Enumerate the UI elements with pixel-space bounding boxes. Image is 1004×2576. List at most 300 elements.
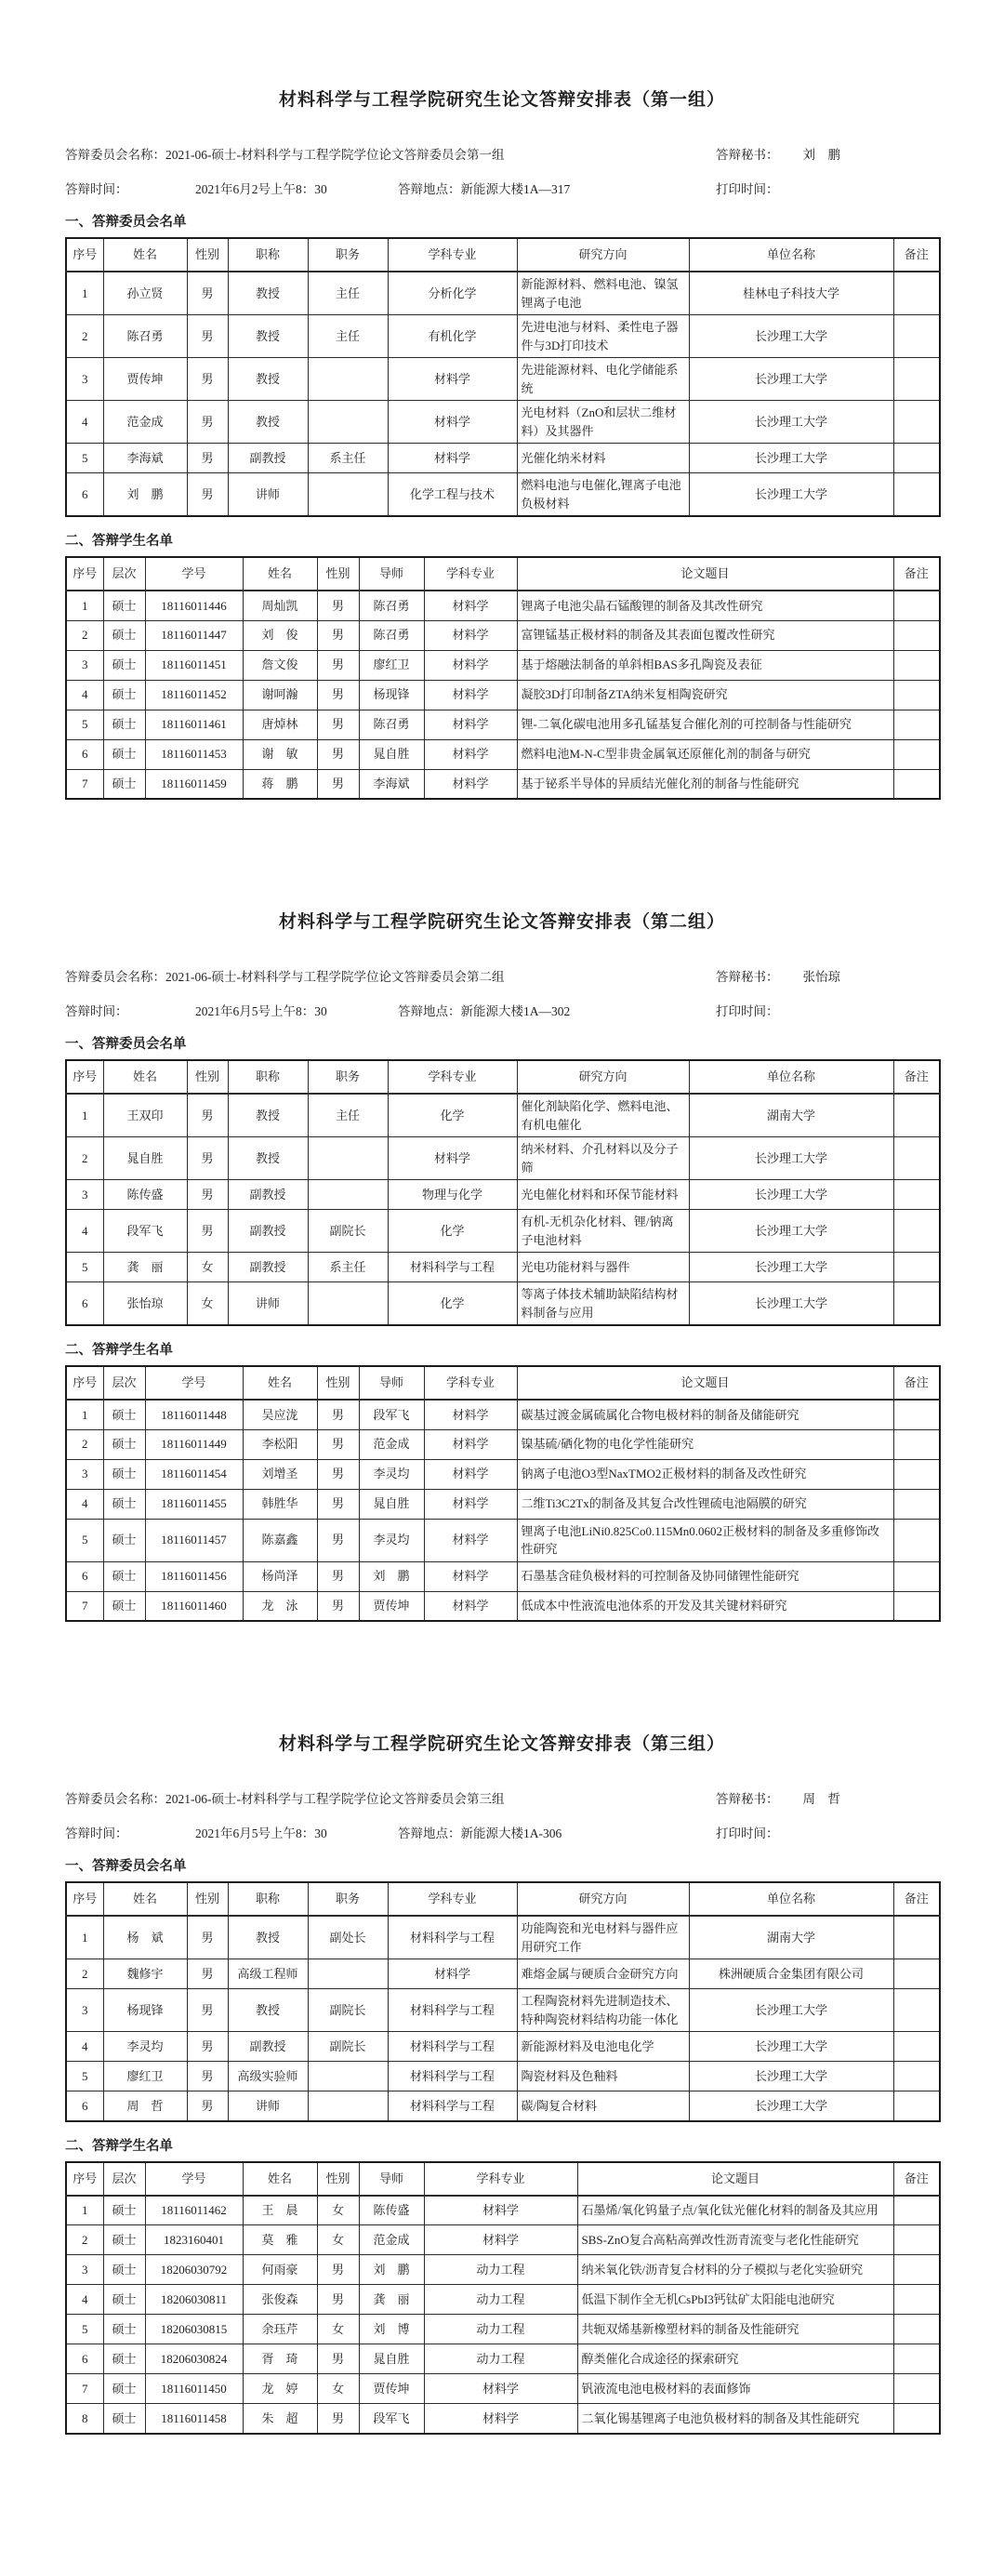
location-label: 答辩地点： bbox=[398, 1004, 461, 1018]
table-cell: 张俊森 bbox=[243, 2285, 317, 2315]
table-row bbox=[66, 2032, 940, 2062]
table-cell: 8 bbox=[66, 2404, 103, 2434]
defense-schedule-section bbox=[65, 908, 939, 1622]
header-row bbox=[66, 557, 940, 591]
table-cell: 分析化学 bbox=[388, 272, 517, 315]
defense-schedule-section bbox=[65, 86, 939, 800]
header-row bbox=[66, 1060, 940, 1094]
table-cell: 锂离子电池LiNi0.825Co0.115Mn0.0602正极材料的制备及多重修饰改性研究 bbox=[517, 1519, 893, 1561]
table-cell: 先进能源材料、电化学储能系统 bbox=[517, 358, 689, 401]
table-cell: 动力工程 bbox=[424, 2255, 577, 2285]
table-cell: 男 bbox=[317, 769, 359, 799]
table-cell: 男 bbox=[317, 1400, 359, 1429]
students-section-label: 二、答辩学生名单 bbox=[65, 1343, 173, 1358]
column-header: 职称 bbox=[228, 1882, 308, 1916]
table-cell bbox=[308, 358, 388, 401]
table-cell: 新能源材料、燃料电池、镍氢锂离子电池 bbox=[517, 272, 689, 315]
table-cell: 教授 bbox=[228, 272, 308, 315]
committee-name-value: 2021-06-硕士-材料科学与工程学院学位论文答辩委员会第三组 bbox=[165, 1792, 505, 1806]
table-row bbox=[66, 1429, 940, 1459]
table-cell bbox=[893, 2404, 940, 2434]
table-cell: 陈传盛 bbox=[359, 2196, 424, 2225]
committee-table bbox=[65, 237, 941, 517]
table-cell: 男 bbox=[187, 358, 228, 401]
table-cell: 李松阳 bbox=[243, 1429, 317, 1459]
table-cell: 长沙理工大学 bbox=[689, 473, 893, 517]
print-time-block bbox=[716, 1001, 939, 1019]
table-cell: 硕士 bbox=[103, 710, 145, 739]
students-table-header bbox=[66, 557, 940, 591]
table-row bbox=[66, 473, 940, 517]
table-cell: 段军飞 bbox=[359, 1400, 424, 1429]
table-cell: 长沙理工大学 bbox=[689, 1282, 893, 1326]
column-header: 职务 bbox=[308, 1882, 388, 1916]
table-row bbox=[66, 2062, 940, 2091]
column-header: 姓名 bbox=[243, 1366, 317, 1400]
table-cell: 材料学 bbox=[424, 769, 517, 799]
table-cell: 詹文俊 bbox=[243, 650, 317, 680]
table-cell bbox=[893, 2091, 940, 2121]
committee-table-header bbox=[66, 1882, 940, 1916]
table-cell: 副处长 bbox=[308, 1916, 388, 1959]
table-cell bbox=[893, 1429, 940, 1459]
table-cell: 18116011451 bbox=[145, 650, 243, 680]
table-cell: 龙 泳 bbox=[243, 1591, 317, 1621]
table-row bbox=[66, 1959, 940, 1989]
time-value: 2021年6月5号上午8：30 bbox=[195, 1826, 327, 1840]
table-row bbox=[66, 2255, 940, 2285]
table-cell: 男 bbox=[317, 2285, 359, 2315]
table-cell: 晁自胜 bbox=[359, 739, 424, 769]
table-cell bbox=[893, 473, 940, 517]
table-cell: 动力工程 bbox=[424, 2315, 577, 2344]
committee-name-label: 答辩委员会名称： bbox=[65, 148, 165, 162]
table-cell: 硕士 bbox=[103, 2225, 145, 2255]
table-cell bbox=[893, 2225, 940, 2255]
table-cell: 长沙理工大学 bbox=[689, 2062, 893, 2091]
time-value: 2021年6月2号上午8：30 bbox=[195, 182, 327, 196]
table-cell bbox=[893, 272, 940, 315]
table-cell: 材料学 bbox=[424, 1400, 517, 1429]
location-value: 新能源大楼1A—317 bbox=[460, 182, 571, 196]
table-row bbox=[66, 680, 940, 710]
table-cell: 陈召勇 bbox=[359, 591, 424, 620]
time-label: 答辩时间： bbox=[65, 1826, 128, 1840]
column-header: 备注 bbox=[893, 1060, 940, 1094]
table-cell: 18116011455 bbox=[145, 1489, 243, 1519]
committee-table-header bbox=[66, 1060, 940, 1094]
table-cell: 材料科学与工程 bbox=[388, 1916, 517, 1959]
table-cell: 1 bbox=[66, 1400, 103, 1429]
table-cell: 硕士 bbox=[103, 2374, 145, 2404]
secretary-label: 答辩秘书： bbox=[716, 1792, 779, 1806]
table-cell bbox=[308, 1959, 388, 1989]
table-cell: 有机化学 bbox=[388, 315, 517, 358]
table-cell bbox=[893, 1989, 940, 2032]
table-cell: 李灵均 bbox=[359, 1519, 424, 1561]
table-cell: 材料学 bbox=[424, 620, 517, 650]
table-cell: 副院长 bbox=[308, 1210, 388, 1253]
table-cell: 3 bbox=[66, 1459, 103, 1489]
table-cell: 光电功能材料与器件 bbox=[517, 1253, 689, 1282]
table-cell: 低成本中性液流电池体系的开发及其关键材料研究 bbox=[517, 1591, 893, 1621]
table-cell: 男 bbox=[187, 444, 228, 473]
table-cell: 材料学 bbox=[424, 1459, 517, 1489]
location-label: 答辩地点： bbox=[398, 1826, 461, 1840]
table-cell: 4 bbox=[66, 1489, 103, 1519]
table-cell: 锂-二氧化碳电池用多孔锰基复合催化剂的可控制备与性能研究 bbox=[517, 710, 893, 739]
table-cell: 主任 bbox=[308, 272, 388, 315]
info-row-time bbox=[65, 1823, 939, 1841]
location-label: 答辩地点： bbox=[398, 182, 461, 196]
table-cell: 18116011460 bbox=[145, 1591, 243, 1621]
table-cell bbox=[893, 2344, 940, 2374]
table-cell: 6 bbox=[66, 473, 103, 517]
table-row bbox=[66, 1519, 940, 1561]
table-cell: 2 bbox=[66, 315, 103, 358]
table-row bbox=[66, 2196, 940, 2225]
table-cell: 材料学 bbox=[424, 650, 517, 680]
table-cell bbox=[893, 710, 940, 739]
table-cell: 硕士 bbox=[103, 650, 145, 680]
table-cell bbox=[308, 473, 388, 517]
table-cell: 陈传盛 bbox=[103, 1180, 187, 1210]
column-header: 学号 bbox=[145, 557, 243, 591]
table-cell: 女 bbox=[317, 2225, 359, 2255]
table-cell: 韩胜华 bbox=[243, 1489, 317, 1519]
table-cell: 主任 bbox=[308, 1094, 388, 1137]
table-cell: 魏修宇 bbox=[103, 1959, 187, 1989]
table-cell: 晁自胜 bbox=[359, 1489, 424, 1519]
table-cell: 何雨豪 bbox=[243, 2255, 317, 2285]
secretary-value: 周 哲 bbox=[802, 1792, 840, 1806]
table-cell: 杨 斌 bbox=[103, 1916, 187, 1959]
table-cell: 材料学 bbox=[424, 2196, 577, 2225]
table-cell: 硕士 bbox=[103, 1591, 145, 1621]
column-header: 层次 bbox=[103, 1366, 145, 1400]
table-cell: 刘 鹏 bbox=[359, 2255, 424, 2285]
table-cell: 长沙理工大学 bbox=[689, 444, 893, 473]
table-cell: 硕士 bbox=[103, 769, 145, 799]
table-cell: 锂离子电池尖晶石锰酸锂的制备及其改性研究 bbox=[517, 591, 893, 620]
table-cell bbox=[308, 1137, 388, 1180]
table-cell bbox=[893, 591, 940, 620]
table-cell: 18116011452 bbox=[145, 680, 243, 710]
table-cell: 凝胶3D打印制备ZTA纳米复相陶瓷研究 bbox=[517, 680, 893, 710]
column-header: 学科专业 bbox=[388, 238, 517, 272]
table-cell: 材料学 bbox=[424, 2225, 577, 2255]
print-time-label: 打印时间： bbox=[716, 1004, 779, 1018]
table-cell: 长沙理工大学 bbox=[689, 1253, 893, 1282]
table-cell: 系主任 bbox=[308, 1253, 388, 1282]
table-cell: 莫 雅 bbox=[243, 2225, 317, 2255]
table-row bbox=[66, 591, 940, 620]
secretary-value: 张怡琼 bbox=[802, 970, 840, 984]
table-cell: 石墨烯/氧化钨量子点/氧化钛光催化材料的制备及其应用 bbox=[577, 2196, 893, 2225]
table-row bbox=[66, 1253, 940, 1282]
column-header: 备注 bbox=[893, 238, 940, 272]
table-cell: 李灵均 bbox=[103, 2032, 187, 2062]
table-cell: 材料学 bbox=[424, 2374, 577, 2404]
table-cell: 材料学 bbox=[388, 358, 517, 401]
table-cell: 男 bbox=[187, 1137, 228, 1180]
table-cell: 谢呵瀚 bbox=[243, 680, 317, 710]
table-cell: 材料学 bbox=[424, 1429, 517, 1459]
table-cell: 材料科学与工程 bbox=[388, 1989, 517, 2032]
table-cell: 18206030824 bbox=[145, 2344, 243, 2374]
table-cell bbox=[893, 2255, 940, 2285]
secretary-block bbox=[716, 966, 939, 985]
table-cell: 女 bbox=[187, 1253, 228, 1282]
defense-schedule-section bbox=[65, 1730, 939, 2435]
table-cell: 长沙理工大学 bbox=[689, 1137, 893, 1180]
table-cell: 镍基硫/硒化物的电化学性能研究 bbox=[517, 1429, 893, 1459]
table-cell: 18116011450 bbox=[145, 2374, 243, 2404]
table-cell: 18116011453 bbox=[145, 739, 243, 769]
table-cell: 王双印 bbox=[103, 1094, 187, 1137]
table-cell: 纳米氧化铁/沥青复合材料的分子模拟与老化实验研究 bbox=[577, 2255, 893, 2285]
table-cell: 18116011461 bbox=[145, 710, 243, 739]
info-row-time bbox=[65, 1001, 939, 1019]
column-header: 单位名称 bbox=[689, 1882, 893, 1916]
committee-name-value: 2021-06-硕士-材料科学与工程学院学位论文答辩委员会第二组 bbox=[165, 970, 505, 984]
column-header: 学号 bbox=[145, 1366, 243, 1400]
table-cell: 3 bbox=[66, 1180, 103, 1210]
table-cell: 刘 鹏 bbox=[359, 1561, 424, 1591]
table-row bbox=[66, 2091, 940, 2121]
table-cell bbox=[893, 1459, 940, 1489]
table-cell: 男 bbox=[317, 1519, 359, 1561]
print-time-label: 打印时间： bbox=[716, 1826, 779, 1840]
table-cell: 硕士 bbox=[103, 2285, 145, 2315]
table-cell: 副教授 bbox=[228, 2032, 308, 2062]
table-cell: 龚 丽 bbox=[359, 2285, 424, 2315]
table-cell: 周 哲 bbox=[103, 2091, 187, 2121]
table-cell: 纳米材料、介孔材料以及分子筛 bbox=[517, 1137, 689, 1180]
table-cell: 材料学 bbox=[424, 1561, 517, 1591]
column-header: 姓名 bbox=[103, 1060, 187, 1094]
table-cell: 材料学 bbox=[388, 401, 517, 444]
table-cell: 硕士 bbox=[103, 620, 145, 650]
location-value: 新能源大楼1A—302 bbox=[460, 1004, 571, 1018]
table-cell: 孙立贤 bbox=[103, 272, 187, 315]
table-cell: 18116011459 bbox=[145, 769, 243, 799]
table-cell: 共轭双烯基新橡塑材料的制备及性能研究 bbox=[577, 2315, 893, 2344]
table-row bbox=[66, 1282, 940, 1326]
table-cell: 5 bbox=[66, 1253, 103, 1282]
table-cell: 光催化纳米材料 bbox=[517, 444, 689, 473]
table-cell: 6 bbox=[66, 1561, 103, 1591]
table-cell: 李海斌 bbox=[103, 444, 187, 473]
table-cell: 高级工程师 bbox=[228, 1959, 308, 1989]
table-cell bbox=[893, 769, 940, 799]
header-row bbox=[66, 238, 940, 272]
secretary-block bbox=[716, 144, 939, 163]
table-cell: 光电材料（ZnO和层状二维材料）及其器件 bbox=[517, 401, 689, 444]
column-header: 序号 bbox=[66, 1366, 103, 1400]
students-table bbox=[65, 556, 941, 800]
column-header: 导师 bbox=[359, 1366, 424, 1400]
column-header: 单位名称 bbox=[689, 1060, 893, 1094]
column-header: 性别 bbox=[187, 238, 228, 272]
table-cell: 唐焯林 bbox=[243, 710, 317, 739]
table-cell: 5 bbox=[66, 2315, 103, 2344]
table-cell: 5 bbox=[66, 1519, 103, 1561]
table-cell: 长沙理工大学 bbox=[689, 401, 893, 444]
table-cell bbox=[893, 444, 940, 473]
table-cell: 化学 bbox=[388, 1210, 517, 1253]
table-cell: 燃料电池M-N-C型非贵金属氧还原催化剂的制备与研究 bbox=[517, 739, 893, 769]
time-label: 答辩时间： bbox=[65, 182, 128, 196]
table-row bbox=[66, 1459, 940, 1489]
table-cell: 材料科学与工程 bbox=[388, 2032, 517, 2062]
table-cell: 蒋 鹏 bbox=[243, 769, 317, 799]
table-cell: 男 bbox=[187, 2062, 228, 2091]
table-cell: 1 bbox=[66, 2196, 103, 2225]
table-cell: 2 bbox=[66, 1959, 103, 1989]
table-cell: 18116011458 bbox=[145, 2404, 243, 2434]
table-cell: 男 bbox=[187, 1916, 228, 1959]
table-cell: 教授 bbox=[228, 1989, 308, 2032]
table-cell: 有机-无机杂化材料、锂/钠离子电池材料 bbox=[517, 1210, 689, 1253]
table-cell: 材料科学与工程 bbox=[388, 2062, 517, 2091]
table-cell: 材料学 bbox=[424, 2404, 577, 2434]
table-cell: 钠离子电池O3型NaxTMO2正极材料的制备及改性研究 bbox=[517, 1459, 893, 1489]
column-header: 导师 bbox=[359, 557, 424, 591]
table-cell: 周灿凯 bbox=[243, 591, 317, 620]
table-cell: 湖南大学 bbox=[689, 1094, 893, 1137]
table-cell: 醇类催化合成途径的探索研究 bbox=[577, 2344, 893, 2374]
table-row bbox=[66, 358, 940, 401]
table-cell: 朱 超 bbox=[243, 2404, 317, 2434]
table-cell: 男 bbox=[187, 473, 228, 517]
column-header: 姓名 bbox=[243, 2162, 317, 2196]
time-label: 答辩时间： bbox=[65, 1004, 128, 1018]
table-cell: 晁自胜 bbox=[103, 1137, 187, 1180]
column-header: 姓名 bbox=[103, 1882, 187, 1916]
table-cell: 硕士 bbox=[103, 1519, 145, 1561]
table-cell: 廖红卫 bbox=[359, 650, 424, 680]
info-row-committee bbox=[65, 966, 939, 985]
table-cell: 男 bbox=[317, 1429, 359, 1459]
table-cell bbox=[893, 2374, 940, 2404]
column-header: 姓名 bbox=[103, 238, 187, 272]
table-cell: 讲师 bbox=[228, 473, 308, 517]
table-cell: 男 bbox=[317, 680, 359, 710]
table-cell: 长沙理工大学 bbox=[689, 2032, 893, 2062]
table-cell: 硕士 bbox=[103, 2315, 145, 2344]
table-cell: 刘 鹏 bbox=[103, 473, 187, 517]
column-header: 职称 bbox=[228, 238, 308, 272]
table-cell: 高级实验师 bbox=[228, 2062, 308, 2091]
table-cell: 长沙理工大学 bbox=[689, 2091, 893, 2121]
table-row bbox=[66, 620, 940, 650]
table-cell: 18206030792 bbox=[145, 2255, 243, 2285]
committee-name-label: 答辩委员会名称： bbox=[65, 1792, 165, 1806]
column-header: 职务 bbox=[308, 1060, 388, 1094]
table-cell bbox=[308, 1180, 388, 1210]
table-cell: 动力工程 bbox=[424, 2344, 577, 2374]
table-cell: 晁自胜 bbox=[359, 2344, 424, 2374]
table-cell: 刘 俊 bbox=[243, 620, 317, 650]
table-cell: 5 bbox=[66, 710, 103, 739]
table-row bbox=[66, 1094, 940, 1137]
table-cell: 工程陶瓷材料先进制造技术、特种陶瓷材料结构功能一体化 bbox=[517, 1989, 689, 2032]
table-cell: 2 bbox=[66, 2225, 103, 2255]
students-section-label: 二、答辩学生名单 bbox=[65, 2138, 173, 2154]
table-cell: 基于熔融法制备的单斜相BAS多孔陶瓷及表征 bbox=[517, 650, 893, 680]
students-table-header bbox=[66, 2162, 940, 2196]
table-cell bbox=[893, 680, 940, 710]
table-cell: 燃料电池与电催化,锂离子电池负极材料 bbox=[517, 473, 689, 517]
table-cell: 湖南大学 bbox=[689, 1916, 893, 1959]
print-time-label: 打印时间： bbox=[716, 182, 779, 196]
table-cell bbox=[893, 620, 940, 650]
table-cell: 新能源材料及电池电化学 bbox=[517, 2032, 689, 2062]
committee-name-label: 答辩委员会名称： bbox=[65, 970, 165, 984]
table-cell: 男 bbox=[317, 650, 359, 680]
table-cell: 男 bbox=[187, 272, 228, 315]
print-time-block bbox=[716, 1823, 939, 1841]
table-cell: 6 bbox=[66, 2344, 103, 2374]
print-time-block bbox=[716, 179, 939, 197]
info-row-committee bbox=[65, 144, 939, 163]
secretary-block bbox=[716, 1788, 939, 1807]
table-cell: 男 bbox=[187, 401, 228, 444]
table-row bbox=[66, 444, 940, 473]
header-row bbox=[66, 1366, 940, 1400]
table-cell bbox=[893, 1094, 940, 1137]
table-cell: 材料学 bbox=[424, 1489, 517, 1519]
table-cell: 陈召勇 bbox=[103, 315, 187, 358]
table-cell bbox=[893, 1591, 940, 1621]
table-cell: 桂林电子科技大学 bbox=[689, 272, 893, 315]
column-header: 性别 bbox=[317, 1366, 359, 1400]
table-cell bbox=[893, 1210, 940, 1253]
table-cell: 男 bbox=[187, 1094, 228, 1137]
table-cell: 男 bbox=[187, 2091, 228, 2121]
table-cell: 难熔金属与硬质合金研究方向 bbox=[517, 1959, 689, 1989]
table-cell: 硕士 bbox=[103, 2344, 145, 2374]
table-cell: 男 bbox=[187, 2032, 228, 2062]
table-cell: 刘 博 bbox=[359, 2315, 424, 2344]
info-row-committee bbox=[65, 1788, 939, 1807]
table-cell: 贾传坤 bbox=[359, 1591, 424, 1621]
column-header: 学科专业 bbox=[388, 1060, 517, 1094]
table-cell bbox=[893, 1282, 940, 1326]
table-cell: 男 bbox=[317, 1459, 359, 1489]
table-row bbox=[66, 2285, 940, 2315]
table-cell: 龚 丽 bbox=[103, 1253, 187, 1282]
table-cell: 硕士 bbox=[103, 2196, 145, 2225]
table-cell: 女 bbox=[317, 2315, 359, 2344]
table-cell: 男 bbox=[187, 1989, 228, 2032]
header-row bbox=[66, 2162, 940, 2196]
table-cell: 3 bbox=[66, 358, 103, 401]
table-row bbox=[66, 710, 940, 739]
table-cell: 7 bbox=[66, 769, 103, 799]
table-cell: 段军飞 bbox=[359, 2404, 424, 2434]
students-table bbox=[65, 1365, 941, 1622]
table-cell bbox=[893, 1916, 940, 1959]
table-cell: 系主任 bbox=[308, 444, 388, 473]
header-row bbox=[66, 1882, 940, 1916]
table-cell: 李灵均 bbox=[359, 1459, 424, 1489]
committee-name-value: 2021-06-硕士-材料科学与工程学院学位论文答辩委员会第一组 bbox=[165, 148, 505, 162]
table-cell: 株洲硬质合金集团有限公司 bbox=[689, 1959, 893, 1989]
table-cell: 18116011449 bbox=[145, 1429, 243, 1459]
table-cell: 女 bbox=[317, 2374, 359, 2404]
